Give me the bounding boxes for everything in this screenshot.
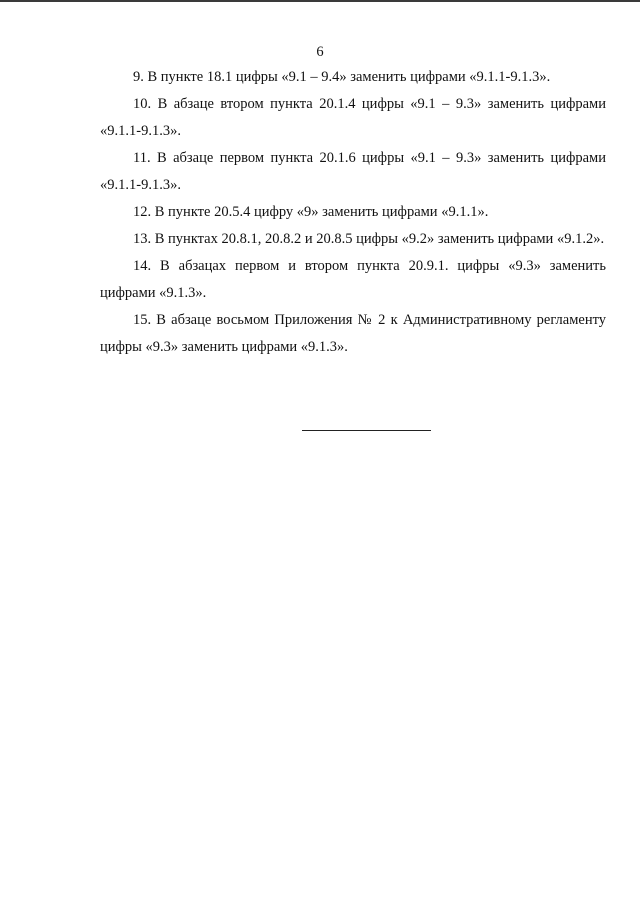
amendment-paragraph-14: 14. В абзацах первом и втором пункта 20.9.1. цифры «9.3» заменить цифрами «9.1.3». (100, 258, 606, 301)
amendment-paragraph-10: 10. В абзаце втором пункта 20.1.4 цифры «9.1 – 9.3» заменить цифрами «9.1.1-9.1.3». (100, 96, 606, 139)
amendment-paragraph-12: 12. В пункте 20.5.4 цифру «9» заменить цифрами «9.1.1». (133, 204, 489, 220)
closing-divider-line (302, 430, 431, 431)
amendment-paragraph-9: 9. В пункте 18.1 цифры «9.1 – 9.4» заменить цифрами «9.1.1-9.1.3». (133, 69, 551, 85)
amendment-paragraph-11: 11. В абзаце первом пункта 20.1.6 цифры «9.1 – 9.3» заменить цифрами «9.1.1-9.1.3». (100, 150, 606, 193)
scan-top-edge (0, 0, 640, 2)
document-body (100, 64, 606, 361)
page-number: 6 (316, 44, 324, 60)
amendment-paragraph-15: 15. В абзаце восьмом Приложения № 2 к Административному регламенту цифры «9.3» заменить цифрами «9.1.3». (100, 312, 606, 355)
amendment-paragraph-13: 13. В пунктах 20.8.1, 20.8.2 и 20.8.5 цифры «9.2» заменить цифрами «9.1.2». (133, 231, 605, 247)
